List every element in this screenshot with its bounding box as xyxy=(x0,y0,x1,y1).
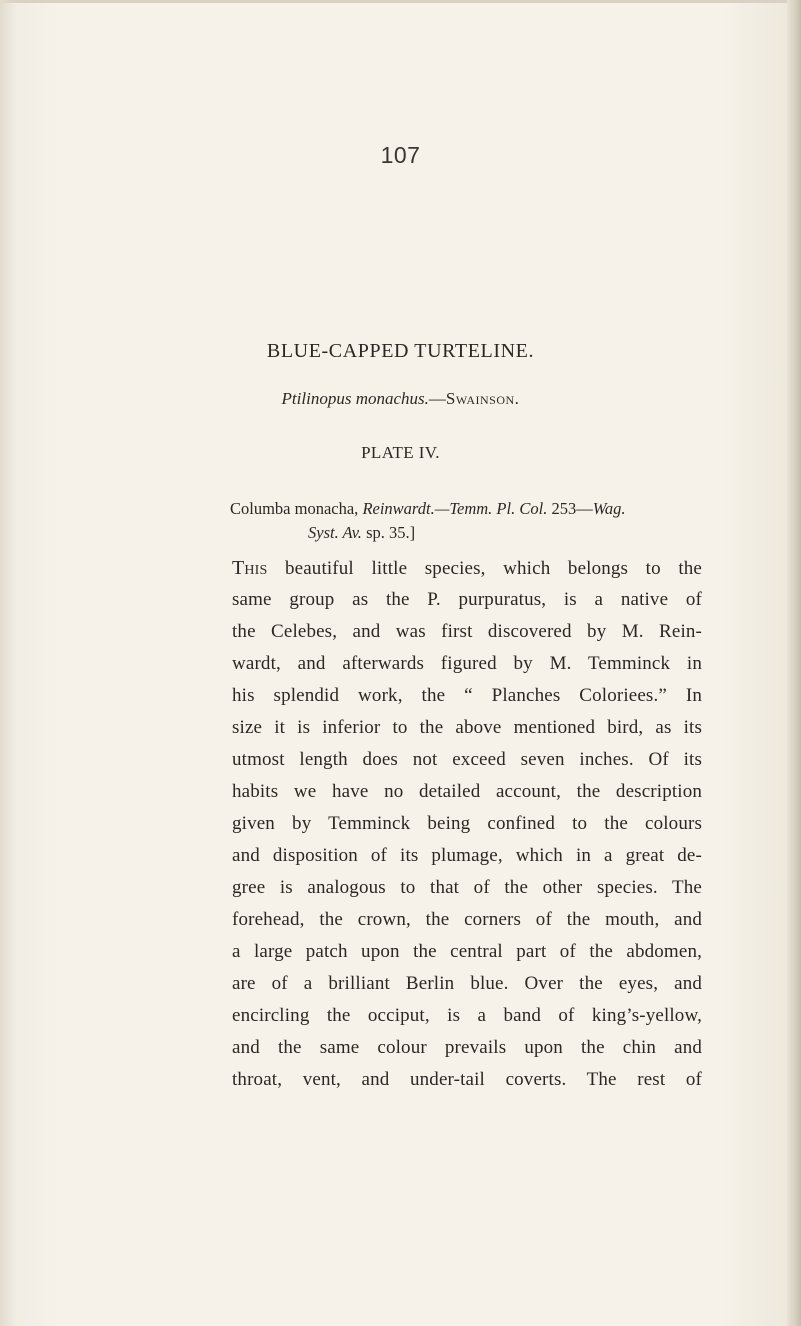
plate-label: PLATE IV. xyxy=(361,443,440,462)
body-line: forehead, the crown, the corners of the mouth, and xyxy=(232,909,702,930)
page-right-edge xyxy=(787,0,801,1326)
body-line: the Celebes, and was first discovered by M. Rein- xyxy=(232,621,702,642)
body-line: and the same colour prevails upon the chin and xyxy=(232,1037,702,1058)
body-line: his splendid work, the “ Planches Coloriees.” In xyxy=(232,685,702,706)
species-authority: Swainson. xyxy=(445,389,520,408)
synonymy-reference: Reinwardt.—Temm. Pl. Col. xyxy=(362,499,548,518)
body-line-text: beautiful little species, which belongs to the xyxy=(267,558,702,579)
body-line: a large patch upon the central part of the abdomen, xyxy=(232,941,702,962)
synonymy-reference-wagler: Wag. xyxy=(592,499,626,518)
synonymy-line-1 xyxy=(230,497,700,521)
body-line: encircling the occiput, is a band of king’s-yellow, xyxy=(232,1005,702,1026)
species-subtitle xyxy=(0,389,801,409)
body-line: size it is inferior to the above mentioned bird, as its xyxy=(232,717,702,738)
chapter-title: BLUE-CAPPED TURTELINE. xyxy=(266,340,535,362)
body-line: throat, vent, and under-tail coverts. The rest of xyxy=(232,1069,702,1090)
subtitle-separator: — xyxy=(428,389,446,408)
body-line xyxy=(232,552,702,584)
synonymy-work: Syst. Av. xyxy=(308,523,362,542)
body-paragraph xyxy=(232,552,702,1096)
body-line: wardt, and afterwards figured by M. Temminck in xyxy=(232,653,702,674)
synonymy-block xyxy=(230,497,700,545)
page-top-edge xyxy=(0,0,801,3)
body-line: utmost length does not exceed seven inches. Of its xyxy=(232,749,702,770)
scientific-name: Ptilinopus monachus. xyxy=(281,389,429,408)
body-line: habits we have no detailed account, the description xyxy=(232,781,702,802)
body-line: and disposition of its plumage, which in a great de- xyxy=(232,845,702,866)
body-line: given by Temminck being confined to the colours xyxy=(232,813,702,834)
body-line: are of a brilliant Berlin blue. Over the eyes, and xyxy=(232,973,702,994)
synonymy-species-number: sp. 35.] xyxy=(361,523,416,542)
synonymy-plate-number: 253— xyxy=(547,499,593,518)
body-line: gree is analogous to that of the other species. The xyxy=(232,877,702,898)
page-number: 107 xyxy=(380,142,421,168)
page-left-gutter-shadow xyxy=(0,0,16,1326)
body-first-word: This xyxy=(232,557,268,579)
synonymy-line-2 xyxy=(230,521,700,545)
synonymy-name: Columba monacha, xyxy=(230,499,363,518)
body-line: same group as the P. purpuratus, is a native of xyxy=(232,589,702,610)
